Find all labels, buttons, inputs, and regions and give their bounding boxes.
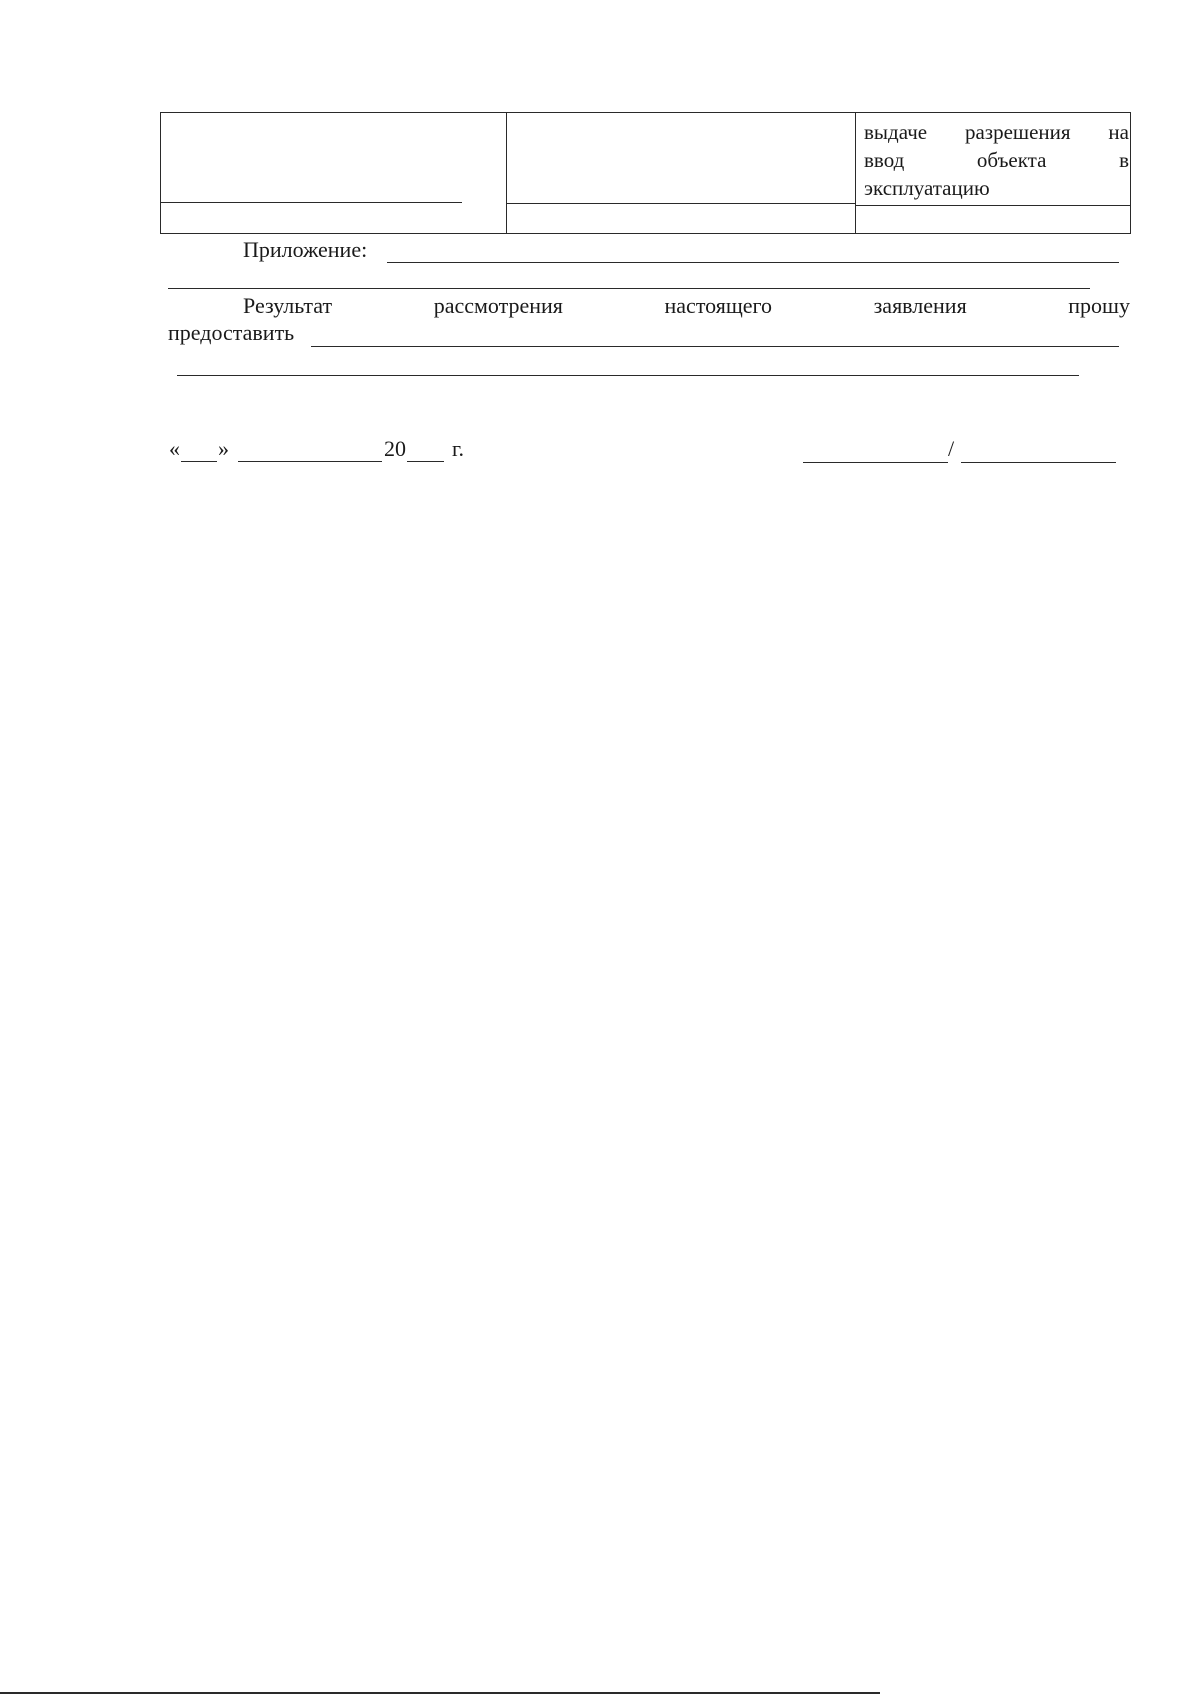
date-month-field[interactable] [238, 461, 382, 462]
table-row-divider [855, 205, 1130, 206]
table-cell-purpose [864, 118, 1129, 202]
table-column-divider [506, 113, 507, 233]
result-request-line [243, 293, 1130, 319]
provide-fill-line[interactable] [311, 346, 1119, 347]
table-cell-line-2: ввод объекта в [864, 148, 1129, 172]
page-bottom-rule [0, 1692, 880, 1694]
date-quote-close: » [218, 436, 229, 461]
table-column-divider [855, 113, 856, 233]
date-year-suffix: г. [452, 436, 465, 461]
date-day-field[interactable] [181, 461, 217, 462]
result-word-2: рассмотрения [433, 293, 563, 318]
result-word-3: настоящего [664, 293, 773, 318]
provide-label: предоставить [168, 320, 295, 345]
provide-fill-line-2[interactable] [177, 375, 1079, 376]
appendix-fill-line-2[interactable] [168, 288, 1090, 289]
date-year-field[interactable] [407, 461, 444, 462]
result-word-1: Результат [243, 293, 333, 318]
date-year-prefix: 20 [384, 436, 406, 461]
table-cell-line-3: эксплуатацию [864, 176, 990, 200]
table-row-divider [506, 203, 855, 204]
result-word-4: заявления [873, 293, 967, 318]
table-cell-line-1: выдаче разрешения на [864, 120, 1129, 144]
date-quote-open: « [169, 436, 180, 461]
table-row-divider [161, 202, 462, 203]
appendix-fill-line[interactable] [387, 262, 1119, 263]
signature-separator: / [948, 436, 955, 461]
appendix-label: Приложение: [243, 237, 368, 262]
signature-name-field[interactable] [961, 462, 1116, 463]
signature-field[interactable] [803, 462, 948, 463]
result-word-5: прошу [1068, 293, 1130, 318]
